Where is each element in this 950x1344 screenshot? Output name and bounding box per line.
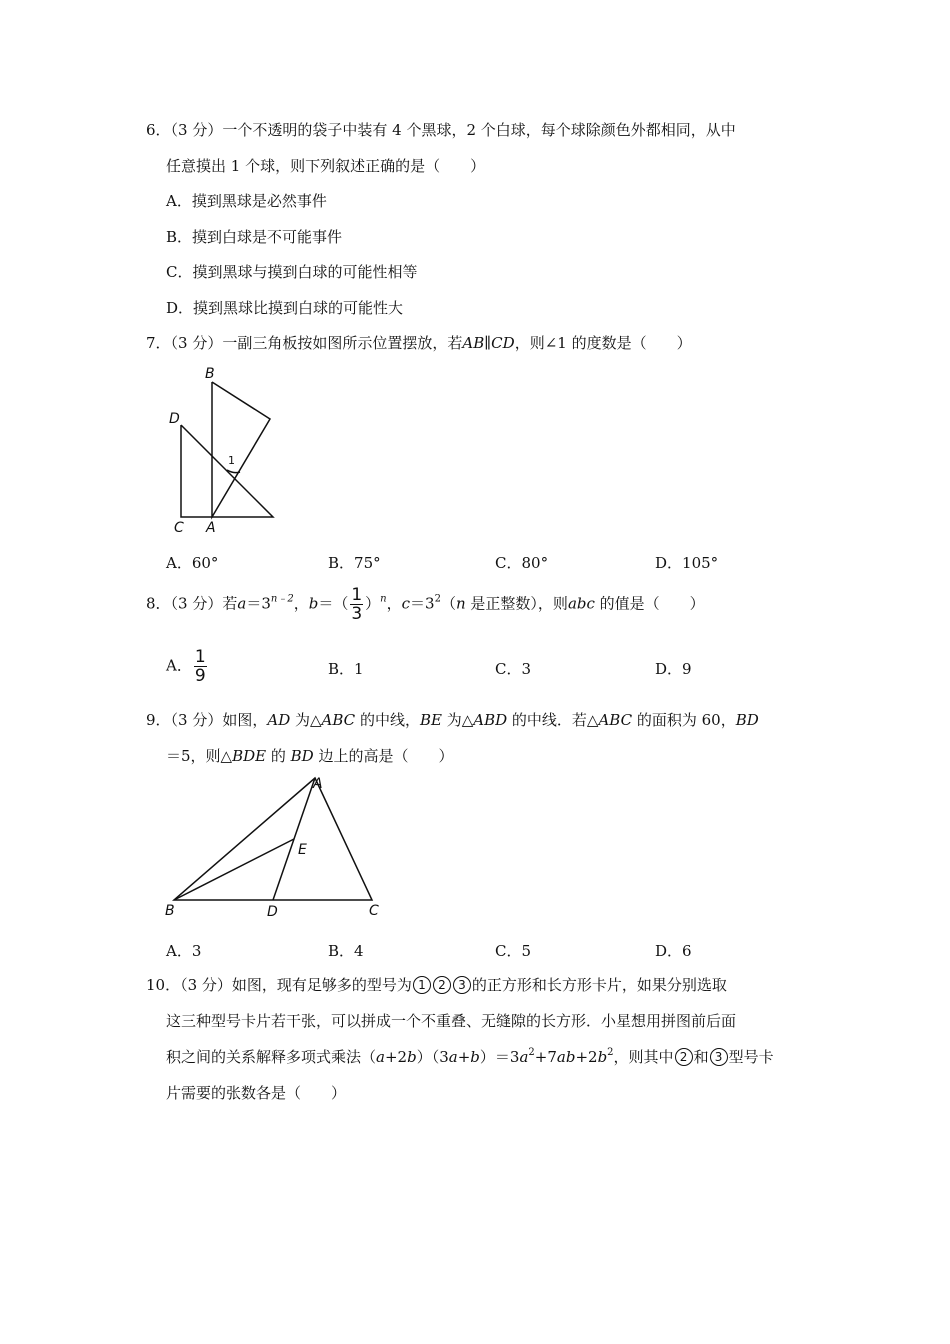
q8-option-c: C．3 (495, 660, 532, 678)
q9-text-4: 为△ (441, 711, 474, 729)
q6-option-b: B．摸到白球是不可能事件 (166, 228, 343, 246)
q8-exp-c: 2 (434, 593, 441, 605)
q8-option-a-label: A． (166, 656, 192, 675)
q9-text-3: 的中线， (355, 711, 420, 729)
q10-mid: ）（3 (416, 1048, 449, 1066)
q8-var-c: c (401, 594, 411, 613)
q9-label-e: E (298, 842, 307, 858)
q8-close-paren: ） (365, 594, 381, 613)
q7-label-c: C (174, 520, 184, 536)
q7-parallel: ∥ (484, 334, 492, 352)
q10-p2: +2 (575, 1048, 598, 1066)
q9-option-a: A．3 (166, 942, 202, 960)
q10-circled-3: 3 (453, 976, 471, 994)
q8-option-a-den: 9 (194, 666, 206, 686)
q8-var-b: b (308, 594, 319, 613)
q7-label-angle: 1 (228, 454, 235, 467)
q6-line1 (146, 119, 736, 140)
q8-eq-b: ＝（ (318, 594, 349, 613)
q10-then: ，则其中 (613, 1048, 674, 1066)
q8-tail: 的值是（ ） (594, 594, 705, 613)
q6-stem: 一个不透明的袋子中装有 4 个黑球，2 个白球，每个球除颜色外都相同，从中 (222, 121, 736, 139)
q7-label-b: B (205, 366, 215, 382)
q7-stem (146, 332, 692, 353)
q9-label-a: A (313, 776, 323, 792)
q10-circled-2: 2 (433, 976, 451, 994)
q7-option-c: C．80° (495, 554, 549, 572)
q6-line2: 任意摸出 1 个球，则下列叙述正确的是（ ） (166, 157, 486, 175)
q7-triangle-dca (181, 425, 273, 517)
q9-label-b: B (165, 903, 175, 919)
q8-comma-c: ， (386, 594, 402, 613)
q8-stem (146, 586, 705, 623)
q9-abd: ABD (473, 711, 508, 729)
q10-plus: + (457, 1048, 471, 1066)
q8-frac-den: 3 (351, 604, 363, 624)
q10-a1: a (376, 1048, 385, 1066)
q10-p7: +7 (534, 1048, 557, 1066)
q7-cd: CD (491, 334, 515, 352)
q7-label-d: D (169, 411, 180, 427)
q8-number: 8． (146, 594, 171, 613)
q10-score: （3 分） (180, 976, 232, 994)
q7-number: 7． (146, 334, 171, 352)
q10-line4: 片需要的张数各是（ ） (166, 1084, 347, 1102)
q7-stem-tail: ，则∠1 的度数是（ ） (514, 334, 692, 352)
q10-circled-1: 1 (413, 976, 431, 994)
q10-b1: b (407, 1048, 417, 1066)
q9-text-5: 的中线．若△ (507, 711, 599, 729)
q10-circled-2b: 2 (675, 1048, 693, 1066)
q10-text-3a: 积之间的关系解释多项式乘法（ (166, 1048, 377, 1066)
q6-number: 6． (146, 121, 171, 139)
q8-var-a: a (237, 594, 247, 613)
q9-be: BE (419, 711, 442, 729)
q8-exp-a: n﹣2 (270, 593, 294, 605)
q9-label-d: D (267, 904, 278, 920)
q8-option-d: D．9 (655, 660, 692, 678)
q8-eq-c: ＝3 (410, 594, 435, 613)
q10-b3: b (597, 1048, 608, 1066)
q7-score: （3 分） (170, 334, 223, 352)
q10-number: 10． (146, 976, 181, 994)
q9-triangle-abc (174, 778, 372, 900)
q9-option-d: D．6 (655, 942, 692, 960)
q8-comma-b: ， (293, 594, 309, 613)
q8-open-n: （ (440, 594, 456, 613)
q9-label-c: C (369, 903, 379, 919)
q10-and: 和 (693, 1048, 709, 1066)
q10-ab: ab (556, 1048, 576, 1066)
q7-triangle-ab (212, 382, 270, 517)
q9-line1 (146, 709, 759, 730)
q9-figure-triangle (160, 772, 390, 922)
q10-circled-3b: 3 (710, 1048, 728, 1066)
q9-option-b: B．4 (328, 942, 364, 960)
q6-option-d: D．摸到黑球比摸到白球的可能性大 (166, 299, 404, 317)
q9-text-7: ＝5，则△ (166, 747, 233, 765)
q7-label-a: A (206, 520, 216, 536)
q9-text-6: 的面积为 60， (632, 711, 736, 729)
q10-a3: a (519, 1048, 529, 1066)
q8-option-a-num: 1 (194, 647, 206, 667)
q8-var-n: n (455, 594, 466, 613)
q9-text-2: 为△ (290, 711, 322, 729)
q10-text-1a: 如图，现有足够多的型号为 (231, 976, 412, 994)
q7-option-a: A．60° (166, 554, 219, 572)
q10-text-1b: 的正方形和长方形卡片，如果分别选取 (471, 976, 727, 994)
q9-abc: ABC (321, 711, 356, 729)
q10-plus2: +2 (384, 1048, 408, 1066)
q9-text-9: 边上的高是（ ） (313, 747, 454, 765)
q10-line2: 这三种型号卡片若干张，可以拼成一个不重叠、无缝隙的长方形．小星想用拼图前后面 (166, 1012, 737, 1030)
q9-ad: AD (267, 711, 291, 729)
q9-bde: BDE (232, 747, 267, 765)
q8-if: 若 (222, 594, 238, 613)
q9-bd-2: BD (290, 747, 314, 765)
q10-exp1: 2 (528, 1047, 535, 1058)
q6-score: （3 分） (170, 121, 223, 139)
q8-option-b: B．1 (328, 660, 364, 678)
q9-text-1: 如图， (222, 711, 268, 729)
q7-option-d: D．105° (655, 554, 719, 572)
q10-exp2: 2 (607, 1047, 614, 1058)
q9-score: （3 分） (170, 711, 223, 729)
q8-abc: abc (567, 594, 595, 613)
q7-figure-triangles (160, 362, 290, 537)
q9-bd: BD (735, 711, 759, 729)
q8-frac-num: 1 (351, 585, 363, 605)
q9-number: 9． (146, 711, 171, 729)
q8-option-a-fraction (194, 648, 207, 685)
q8-exp-b: n (380, 593, 387, 605)
q10-eq: ）＝3 (479, 1048, 520, 1066)
q7-stem-text: 一副三角板按如图所示位置摆放，若 (222, 334, 463, 352)
q7-ab: AB (462, 334, 485, 352)
q7-option-b: B．75° (328, 554, 381, 572)
q10-text-3end: 型号卡 (728, 1048, 774, 1066)
q10-line3 (166, 1046, 774, 1067)
q6-option-c: C．摸到黑球与摸到白球的可能性相等 (166, 263, 418, 281)
q6-option-a: A．摸到黑球是必然事件 (166, 192, 327, 210)
q9-text-8: 的 (266, 747, 291, 765)
q8-n-note: 是正整数），则 (465, 594, 568, 613)
q10-line1 (146, 974, 727, 995)
q10-a2: a (448, 1048, 458, 1066)
q8-option-a (166, 648, 209, 685)
q10-b2: b (470, 1048, 480, 1066)
q8-eq-a: ＝3 (246, 594, 271, 613)
q8-fraction (350, 586, 363, 623)
q9-option-c: C．5 (495, 942, 532, 960)
q9-abc-2: ABC (598, 711, 633, 729)
q9-line2 (166, 745, 453, 766)
q8-score: （3 分） (170, 594, 223, 613)
